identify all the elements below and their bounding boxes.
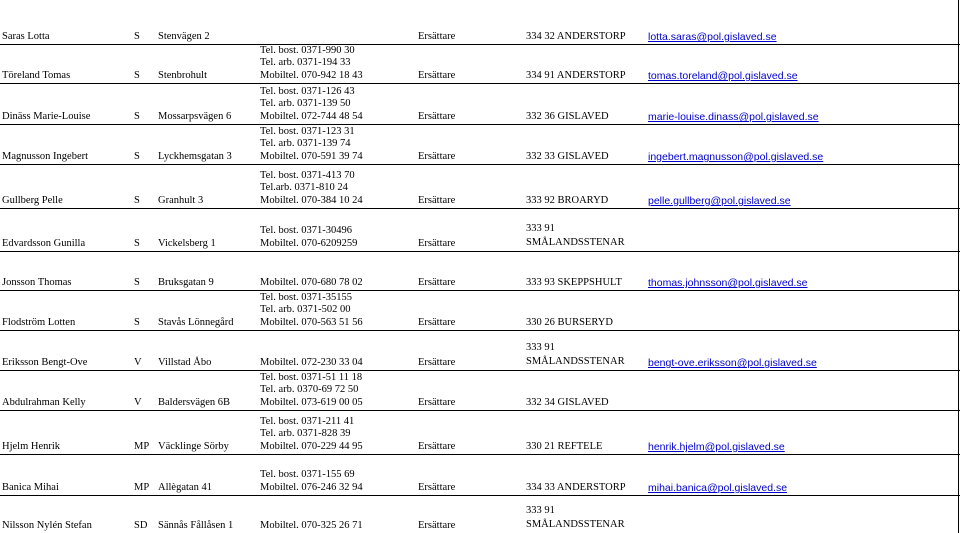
role-label: Ersättare — [418, 397, 456, 408]
phone-numbers — [260, 372, 363, 410]
member-name: Abdulrahman Kelly — [2, 397, 86, 408]
street-address: Sännås Fållåsen 1 — [158, 520, 234, 531]
member-name: Nilsson Nylén Stefan — [2, 520, 92, 531]
party-code: SD — [134, 520, 148, 531]
email-link[interactable]: marie-louise.dinass@pol.gislaved.se — [648, 111, 819, 123]
street-address: Vickelsberg 1 — [158, 238, 216, 249]
table-row — [0, 164, 960, 208]
street-address: Villstad Åbo — [158, 357, 212, 368]
street-address: Stavås Lönnegård — [158, 317, 234, 328]
phone-numbers — [260, 225, 357, 250]
role-label: Ersättare — [418, 70, 456, 81]
street-address: Mossarpsvägen 6 — [158, 111, 232, 122]
phone-line: Tel. arb. 0371-502 00 — [260, 304, 351, 315]
role-label: Ersättare — [418, 151, 456, 162]
postal-line: SMÅLANDSSTENAR — [526, 237, 625, 248]
phone-line: Mobiltel. 070-325 26 71 — [260, 519, 363, 531]
phone-numbers — [260, 416, 363, 454]
phone-line: Mobiltel. 070-591 39 74 — [260, 150, 363, 162]
postal-address: 334 32 ANDERSTORP — [526, 31, 626, 42]
table-row — [0, 208, 960, 251]
table-row — [0, 22, 960, 44]
role-label: Ersättare — [418, 482, 456, 493]
member-name: Töreland Tomas — [2, 70, 71, 81]
party-code: S — [134, 238, 140, 249]
party-code: S — [134, 31, 140, 42]
phone-line: Tel. bost. 0371-155 69 — [260, 469, 355, 480]
phone-line: Tel. bost. 0371-990 30 — [260, 44, 355, 56]
phone-line: Tel. bost. 0371-413 70 — [260, 169, 355, 181]
table-row — [0, 44, 960, 83]
role-label: Ersättare — [418, 31, 456, 42]
party-code: MP — [134, 482, 150, 493]
email-link[interactable]: tomas.toreland@pol.gislaved.se — [648, 70, 798, 82]
street-address: Väcklinge Sörby — [158, 441, 229, 452]
postal-address: 330 21 REFTELE — [526, 441, 603, 452]
phone-numbers — [260, 126, 363, 164]
table-row — [0, 83, 960, 124]
party-code: S — [134, 277, 140, 288]
postal-address — [526, 504, 625, 532]
street-address: Allègatan 41 — [158, 482, 212, 493]
phone-line: Tel. bost. 0371-51 11 18 — [260, 371, 363, 383]
email-link[interactable]: lotta.saras@pol.gislaved.se — [648, 31, 777, 43]
party-code: MP — [134, 441, 150, 452]
postal-address: 334 33 ANDERSTORP — [526, 482, 626, 493]
postal-address: 333 92 BROARYD — [526, 195, 609, 206]
member-name: Banica Mihai — [2, 482, 59, 493]
postal-address: 330 26 BURSERYD — [526, 317, 613, 328]
phone-line: Tel. bost. 0371-30496 — [260, 225, 353, 236]
table-row — [0, 124, 960, 164]
street-address: Stenbrohult — [158, 70, 207, 81]
phone-line: Mobiltel. 073-619 00 05 — [260, 396, 363, 408]
phone-line: Tel.arb. 0371-810 24 — [260, 182, 348, 193]
email-link[interactable]: pelle.gullberg@pol.gislaved.se — [648, 195, 791, 207]
member-name: Gullberg Pelle — [2, 195, 63, 206]
phone-numbers — [260, 520, 363, 533]
member-name: Jonsson Thomas — [2, 277, 72, 288]
phone-numbers — [260, 45, 363, 83]
street-address: Stenvägen 2 — [158, 31, 210, 42]
postal-line: 333 91 — [526, 223, 555, 234]
right-border — [958, 0, 959, 533]
street-address: Bruksgatan 9 — [158, 277, 214, 288]
party-code: V — [134, 397, 142, 408]
postal-line: 333 91 — [526, 505, 555, 516]
phone-line: Tel. arb. 0371-828 39 — [260, 428, 351, 439]
postal-address: 332 36 GISLAVED — [526, 111, 609, 122]
phone-line: Mobiltel. 070-563 51 56 — [260, 316, 363, 328]
postal-address — [526, 341, 625, 369]
phone-numbers — [260, 86, 363, 124]
postal-address: 332 34 GISLAVED — [526, 397, 609, 408]
phone-line: Tel. bost. 0371-211 41 — [260, 415, 355, 427]
postal-line: 333 91 — [526, 342, 555, 353]
party-code: V — [134, 357, 142, 368]
role-label: Ersättare — [418, 111, 456, 122]
party-code: S — [134, 317, 140, 328]
phone-line: Mobiltel. 070-942 18 43 — [260, 69, 363, 81]
email-link[interactable]: henrik.hjelm@pol.gislaved.se — [648, 441, 785, 453]
phone-numbers — [260, 357, 363, 370]
party-code: S — [134, 195, 140, 206]
postal-line: SMÅLANDSSTENAR — [526, 356, 625, 367]
table-row — [0, 251, 960, 290]
role-label: Ersättare — [418, 357, 456, 368]
email-link[interactable]: mihai.banica@pol.gislaved.se — [648, 482, 788, 494]
email-link[interactable]: ingebert.magnusson@pol.gislaved.se — [648, 151, 824, 163]
table-row — [0, 370, 960, 410]
postal-address: 332 33 GISLAVED — [526, 151, 609, 162]
member-name: Edvardsson Gunilla — [2, 238, 86, 249]
phone-line: Tel. arb. 0371-139 74 — [260, 138, 351, 149]
phone-line: Mobiltel. 070-6209259 — [260, 237, 358, 249]
phone-numbers — [260, 277, 363, 290]
phone-line: Tel. arb. 0371-194 33 — [260, 57, 351, 68]
phone-numbers — [260, 292, 363, 330]
street-address: Baldersvägen 6B — [158, 397, 231, 408]
role-label: Ersättare — [418, 195, 456, 206]
role-label: Ersättare — [418, 441, 456, 452]
phone-line: Mobiltel. 072-230 33 04 — [260, 356, 363, 368]
phone-line: Mobiltel. 076-246 32 94 — [260, 481, 363, 493]
member-name: Dinäss Marie-Louise — [2, 111, 91, 122]
postal-address: 334 91 ANDERSTORP — [526, 70, 626, 81]
phone-line: Tel. bost. 0371-126 43 — [260, 85, 355, 97]
phone-line: Mobiltel. 070-384 10 24 — [260, 194, 363, 206]
table-row — [0, 410, 960, 454]
street-address: Lyckhemsgatan 3 — [158, 151, 232, 162]
role-label: Ersättare — [418, 238, 456, 249]
phone-line: Mobiltel. 072-744 48 54 — [260, 110, 363, 122]
member-name: Eriksson Bengt-Ove — [2, 357, 88, 368]
member-name: Hjelm Henrik — [2, 441, 61, 452]
member-name: Magnusson Ingebert — [2, 151, 89, 162]
phone-line: Mobiltel. 070-229 44 95 — [260, 440, 363, 452]
table-row — [0, 454, 960, 495]
phone-line: Tel. arb. 0371-139 50 — [260, 98, 351, 109]
table-row — [0, 290, 960, 330]
phone-numbers — [260, 170, 363, 208]
role-label: Ersättare — [418, 317, 456, 328]
member-name: Saras Lotta — [2, 31, 50, 42]
role-label: Ersättare — [418, 277, 456, 288]
phone-numbers — [260, 469, 363, 494]
table-row — [0, 495, 960, 533]
member-name: Flodström Lotten — [2, 317, 76, 328]
email-link[interactable]: bengt-ove.eriksson@pol.gislaved.se — [648, 357, 817, 369]
table-row — [0, 330, 960, 370]
email-link[interactable]: thomas.johnsson@pol.gislaved.se — [648, 277, 808, 289]
street-address: Granhult 3 — [158, 195, 204, 206]
phone-line: Tel. arb. 0370-69 72 50 — [260, 384, 359, 395]
phone-line: Tel. bost. 0371-123 31 — [260, 125, 355, 137]
party-code: S — [134, 151, 140, 162]
phone-line: Tel. bost. 0371-35155 — [260, 291, 353, 303]
postal-address — [526, 222, 625, 250]
role-label: Ersättare — [418, 520, 456, 531]
phone-line: Mobiltel. 070-680 78 02 — [260, 276, 363, 288]
postal-address: 333 93 SKEPPSHULT — [526, 277, 622, 288]
party-code: S — [134, 111, 140, 122]
party-code: S — [134, 70, 140, 81]
postal-line: SMÅLANDSSTENAR — [526, 519, 625, 530]
